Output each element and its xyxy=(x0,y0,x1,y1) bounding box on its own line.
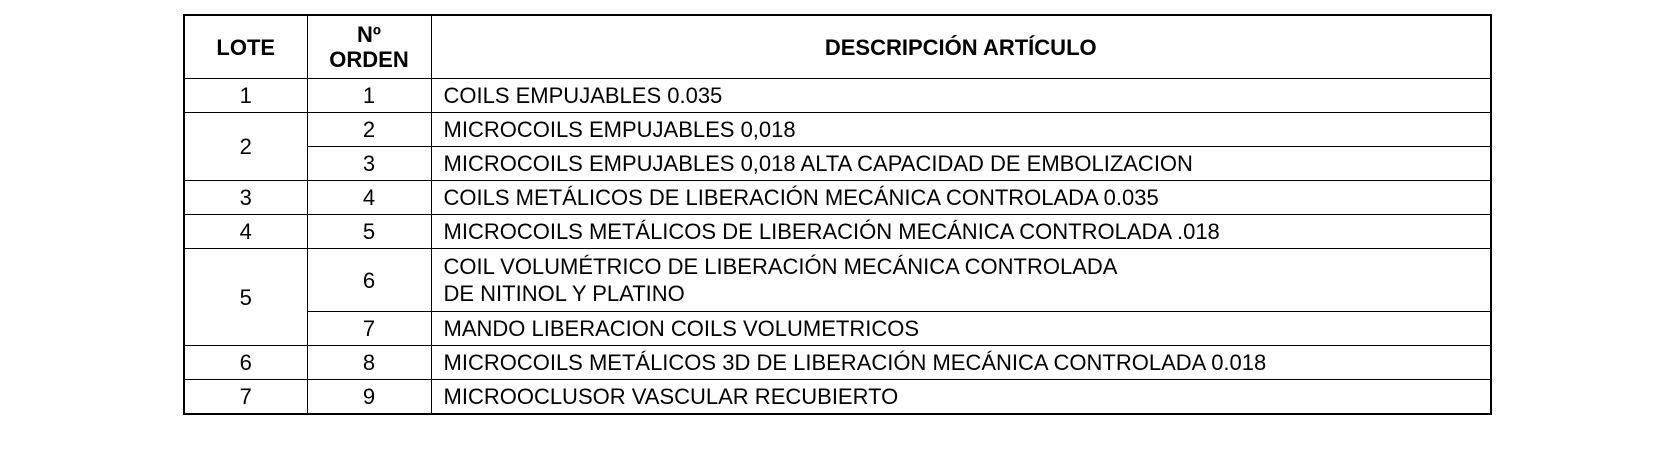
orden-cell: 8 xyxy=(307,346,431,380)
lote-cell: 4 xyxy=(184,215,307,249)
header-descripcion: DESCRIPCIÓN ARTÍCULO xyxy=(431,15,1491,79)
table-row xyxy=(184,79,1491,113)
header-lote: LOTE xyxy=(184,15,307,79)
lote-cell: 5 xyxy=(184,249,307,346)
descripcion-cell: MICROOCLUSOR VASCULAR RECUBIERTO xyxy=(431,380,1491,415)
orden-cell: 7 xyxy=(307,312,431,346)
table-row xyxy=(184,249,1491,312)
lote-cell: 2 xyxy=(184,113,307,181)
descripcion-cell: MICROCOILS METÁLICOS DE LIBERACIÓN MECÁNICA CONTROLADA .018 xyxy=(431,215,1491,249)
lote-cell: 7 xyxy=(184,380,307,415)
table-row xyxy=(184,312,1491,346)
lote-cell: 3 xyxy=(184,181,307,215)
orden-cell: 3 xyxy=(307,147,431,181)
orden-cell: 5 xyxy=(307,215,431,249)
descripcion-cell: MICROCOILS METÁLICOS 3D DE LIBERACIÓN MECÁNICA CONTROLADA 0.018 xyxy=(431,346,1491,380)
lote-cell: 6 xyxy=(184,346,307,380)
table-row xyxy=(184,113,1491,147)
table-row xyxy=(184,215,1491,249)
table-row xyxy=(184,181,1491,215)
orden-cell: 6 xyxy=(307,249,431,312)
descripcion-cell: MICROCOILS EMPUJABLES 0,018 xyxy=(431,113,1491,147)
descripcion-cell: MICROCOILS EMPUJABLES 0,018 ALTA CAPACIDAD DE EMBOLIZACION xyxy=(431,147,1491,181)
orden-cell: 2 xyxy=(307,113,431,147)
descripcion-cell: COILS EMPUJABLES 0.035 xyxy=(431,79,1491,113)
lotes-table xyxy=(183,14,1492,415)
header-row xyxy=(184,15,1491,79)
orden-cell: 4 xyxy=(307,181,431,215)
descripcion-cell: MANDO LIBERACION COILS VOLUMETRICOS xyxy=(431,312,1491,346)
orden-cell: 1 xyxy=(307,79,431,113)
table-row xyxy=(184,147,1491,181)
table-row xyxy=(184,380,1491,415)
table-row xyxy=(184,346,1491,380)
descripcion-cell: COILS METÁLICOS DE LIBERACIÓN MECÁNICA CONTROLADA 0.035 xyxy=(431,181,1491,215)
header-orden: Nº ORDEN xyxy=(307,15,431,79)
orden-cell: 9 xyxy=(307,380,431,415)
descripcion-cell: COIL VOLUMÉTRICO DE LIBERACIÓN MECÁNICA CONTROLADA DE NITINOL Y PLATINO xyxy=(431,249,1491,312)
lote-cell: 1 xyxy=(184,79,307,113)
